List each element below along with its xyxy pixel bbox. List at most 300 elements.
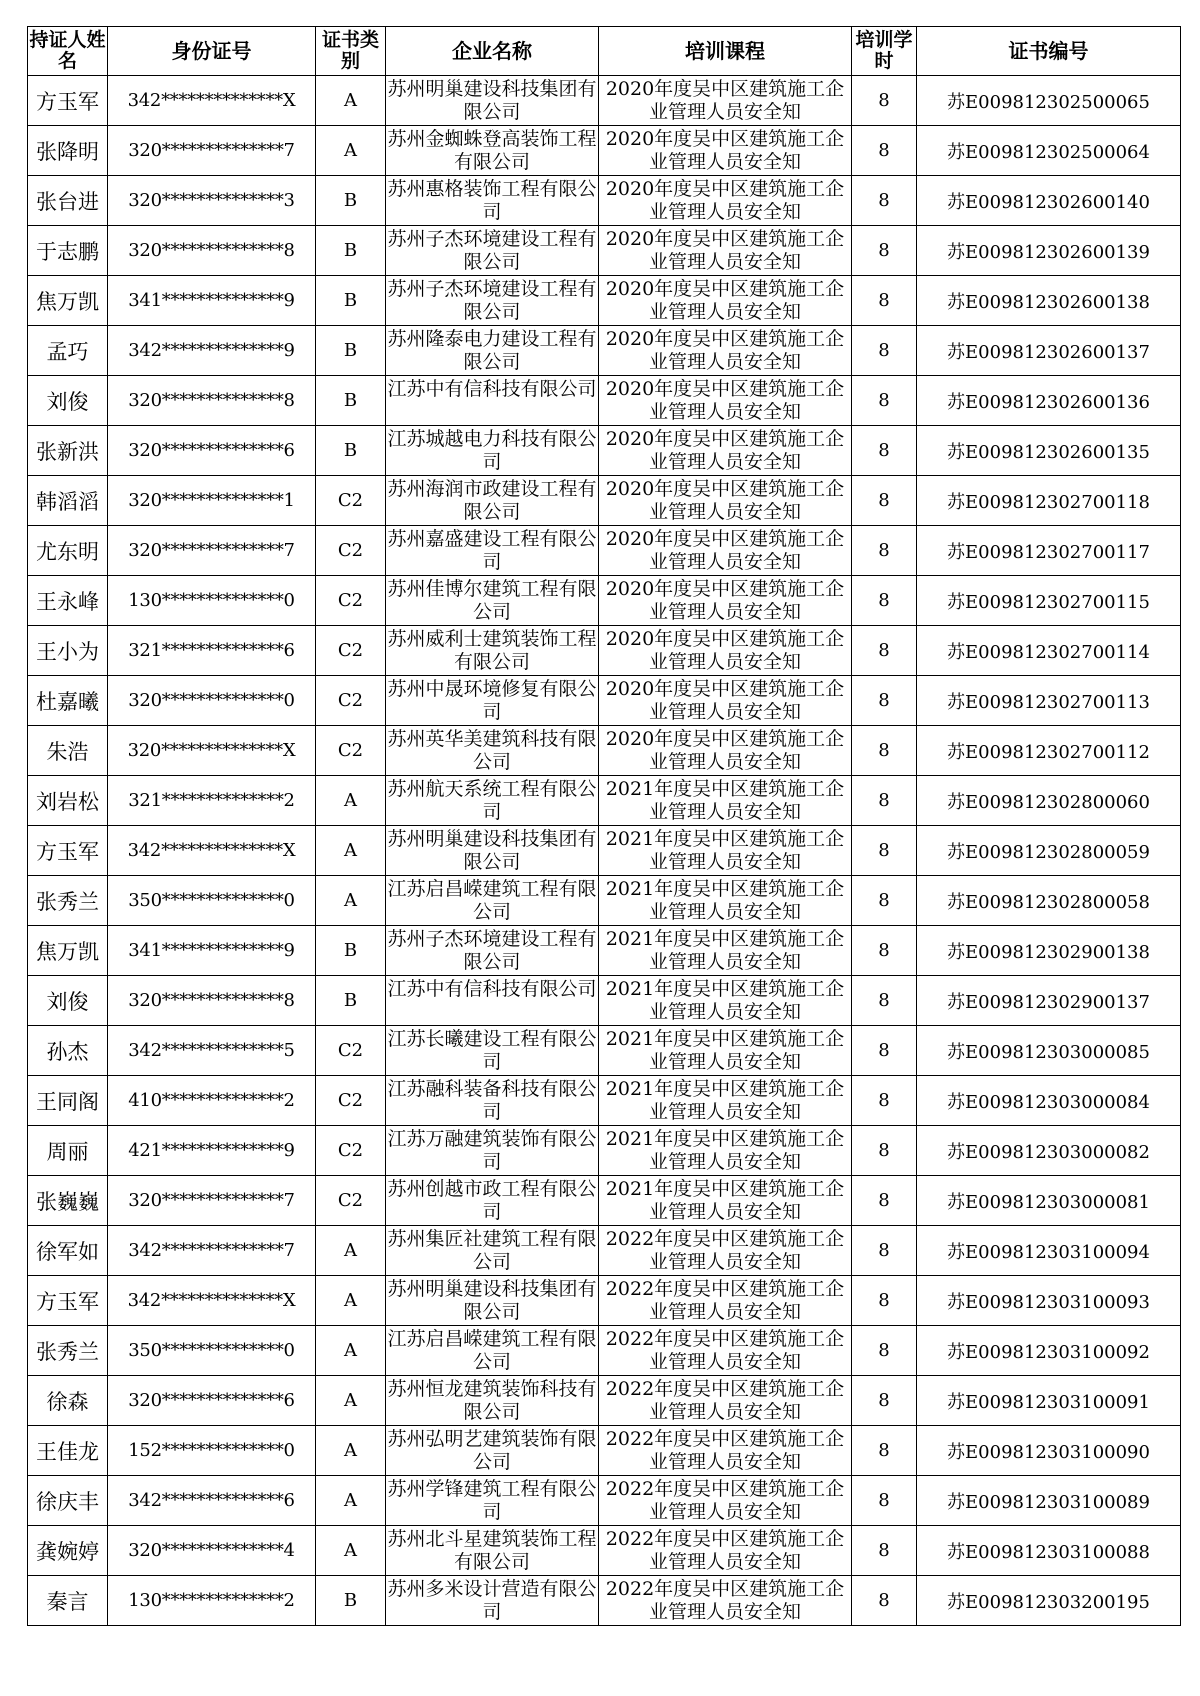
cert-number-cell: 苏E009812303100092 [917, 1326, 1181, 1376]
id-number-cell: 342**************X [108, 76, 316, 126]
course-text: 2022年度吴中区建筑施工企业管理人员安全知 [605, 1428, 845, 1473]
hours-cell: 8 [852, 1026, 917, 1076]
category-cell: A [316, 1276, 386, 1326]
company-cell [386, 176, 599, 226]
company-text: 江苏中有信科技有限公司 [387, 378, 597, 400]
company-text: 江苏长曦建设工程有限公司 [387, 1028, 597, 1073]
course-text: 2022年度吴中区建筑施工企业管理人员安全知 [605, 1378, 845, 1423]
hours-cell: 8 [852, 476, 917, 526]
hours-cell: 8 [852, 1276, 917, 1326]
hours-cell: 8 [852, 276, 917, 326]
table-row [28, 1476, 1181, 1526]
table-row [28, 76, 1181, 126]
company-text: 苏州弘明艺建筑装饰有限公司 [387, 1428, 597, 1473]
table-row [28, 176, 1181, 226]
id-number-cell: 320**************0 [108, 676, 316, 726]
category-cell: A [316, 1426, 386, 1476]
id-number-cell: 342**************5 [108, 1026, 316, 1076]
company-cell [386, 1226, 599, 1276]
course-text: 2020年度吴中区建筑施工企业管理人员安全知 [605, 528, 845, 573]
table-row [28, 1226, 1181, 1276]
course-text: 2020年度吴中区建筑施工企业管理人员安全知 [605, 728, 845, 773]
id-number-cell: 341**************9 [108, 276, 316, 326]
hours-cell: 8 [852, 376, 917, 426]
hours-cell: 8 [852, 626, 917, 676]
company-text: 江苏融科装备科技有限公司 [387, 1078, 597, 1123]
table-row [28, 1526, 1181, 1576]
course-cell [599, 826, 852, 876]
company-text: 苏州恒龙建筑装饰科技有限公司 [387, 1378, 597, 1423]
course-cell [599, 1326, 852, 1376]
id-number-cell: 321**************2 [108, 776, 316, 826]
table-row [28, 526, 1181, 576]
category-cell: C2 [316, 1126, 386, 1176]
id-number-cell: 320**************7 [108, 126, 316, 176]
table-row [28, 1426, 1181, 1476]
hours-cell: 8 [852, 1176, 917, 1226]
course-text: 2021年度吴中区建筑施工企业管理人员安全知 [605, 878, 845, 923]
cert-number-cell: 苏E009812302500065 [917, 76, 1181, 126]
course-cell [599, 626, 852, 676]
course-text: 2020年度吴中区建筑施工企业管理人员安全知 [605, 228, 845, 273]
company-cell [386, 1576, 599, 1626]
company-text: 苏州子杰环境建设工程有限公司 [387, 928, 597, 973]
table-row [28, 976, 1181, 1026]
table-row [28, 576, 1181, 626]
company-cell [386, 776, 599, 826]
cert-number-cell: 苏E009812303100091 [917, 1376, 1181, 1426]
company-cell [386, 976, 599, 1026]
course-text: 2020年度吴中区建筑施工企业管理人员安全知 [605, 278, 845, 323]
company-cell [386, 826, 599, 876]
header-category: 证书类别 [316, 27, 386, 76]
course-cell [599, 876, 852, 926]
company-text: 江苏启昌嵘建筑工程有限公司 [387, 1328, 597, 1373]
table-row [28, 776, 1181, 826]
company-cell [386, 1026, 599, 1076]
header-course: 培训课程 [599, 27, 852, 76]
id-number-cell: 320**************7 [108, 526, 316, 576]
category-cell: A [316, 126, 386, 176]
header-cert-no: 证书编号 [917, 27, 1181, 76]
company-cell [386, 1176, 599, 1226]
holder-name-cell: 杜嘉曦 [28, 676, 108, 726]
course-text: 2021年度吴中区建筑施工企业管理人员安全知 [605, 978, 845, 1023]
cert-number-cell: 苏E009812302900138 [917, 926, 1181, 976]
course-cell [599, 1476, 852, 1526]
course-text: 2021年度吴中区建筑施工企业管理人员安全知 [605, 1078, 845, 1123]
holder-name-cell: 刘岩松 [28, 776, 108, 826]
holder-name-cell: 龚婉婷 [28, 1526, 108, 1576]
course-cell [599, 1026, 852, 1076]
course-cell [599, 1126, 852, 1176]
holder-name-cell: 朱浩 [28, 726, 108, 776]
course-text: 2020年度吴中区建筑施工企业管理人员安全知 [605, 478, 845, 523]
cert-number-cell: 苏E009812302600136 [917, 376, 1181, 426]
course-text: 2020年度吴中区建筑施工企业管理人员安全知 [605, 678, 845, 723]
cert-number-cell: 苏E009812303100090 [917, 1426, 1181, 1476]
hours-cell: 8 [852, 776, 917, 826]
table-row [28, 1376, 1181, 1426]
header-hours: 培训学时 [852, 27, 917, 76]
category-cell: A [316, 826, 386, 876]
holder-name-cell: 张秀兰 [28, 1326, 108, 1376]
table-row [28, 226, 1181, 276]
table-row [28, 1126, 1181, 1176]
category-cell: C2 [316, 526, 386, 576]
category-cell: C2 [316, 576, 386, 626]
company-text: 江苏万融建筑装饰有限公司 [387, 1128, 597, 1173]
company-text: 苏州威利士建筑装饰工程有限公司 [387, 628, 597, 673]
category-cell: C2 [316, 476, 386, 526]
cert-number-cell: 苏E009812302600139 [917, 226, 1181, 276]
company-cell [386, 426, 599, 476]
company-cell [386, 576, 599, 626]
course-text: 2020年度吴中区建筑施工企业管理人员安全知 [605, 428, 845, 473]
company-text: 苏州北斗星建筑装饰工程有限公司 [387, 1528, 597, 1573]
id-number-cell: 342**************X [108, 1276, 316, 1326]
holder-name-cell: 徐森 [28, 1376, 108, 1426]
id-number-cell: 350**************0 [108, 1326, 316, 1376]
company-text: 苏州学锋建筑工程有限公司 [387, 1478, 597, 1523]
category-cell: A [316, 1376, 386, 1426]
table-row [28, 326, 1181, 376]
holder-name-cell: 张新洪 [28, 426, 108, 476]
hours-cell: 8 [852, 1426, 917, 1476]
id-number-cell: 320**************6 [108, 1376, 316, 1426]
table-row [28, 1276, 1181, 1326]
company-cell [386, 726, 599, 776]
holder-name-cell: 刘俊 [28, 976, 108, 1026]
category-cell: B [316, 1576, 386, 1626]
course-text: 2022年度吴中区建筑施工企业管理人员安全知 [605, 1478, 845, 1523]
cert-number-cell: 苏E009812302600135 [917, 426, 1181, 476]
course-cell [599, 526, 852, 576]
course-cell [599, 926, 852, 976]
cert-number-cell: 苏E009812302700114 [917, 626, 1181, 676]
company-text: 苏州金蜘蛛登高装饰工程有限公司 [387, 128, 597, 173]
holder-name-cell: 孙杰 [28, 1026, 108, 1076]
holder-name-cell: 王永峰 [28, 576, 108, 626]
id-number-cell: 320**************7 [108, 1176, 316, 1226]
hours-cell: 8 [852, 926, 917, 976]
company-text: 苏州明巢建设科技集团有限公司 [387, 78, 597, 123]
cert-number-cell: 苏E009812303100093 [917, 1276, 1181, 1326]
id-number-cell: 341**************9 [108, 926, 316, 976]
company-cell [386, 276, 599, 326]
cert-number-cell: 苏E009812303000082 [917, 1126, 1181, 1176]
cert-number-cell: 苏E009812302600140 [917, 176, 1181, 226]
category-cell: A [316, 76, 386, 126]
id-number-cell: 321**************6 [108, 626, 316, 676]
course-cell [599, 226, 852, 276]
course-text: 2022年度吴中区建筑施工企业管理人员安全知 [605, 1228, 845, 1273]
category-cell: C2 [316, 1176, 386, 1226]
cert-number-cell: 苏E009812303000085 [917, 1026, 1181, 1076]
cert-number-cell: 苏E009812302800059 [917, 826, 1181, 876]
holder-name-cell: 王同阁 [28, 1076, 108, 1126]
id-number-cell: 350**************0 [108, 876, 316, 926]
hours-cell: 8 [852, 326, 917, 376]
table-row [28, 726, 1181, 776]
course-text: 2021年度吴中区建筑施工企业管理人员安全知 [605, 1128, 845, 1173]
id-number-cell: 320**************4 [108, 1526, 316, 1576]
holder-name-cell: 秦言 [28, 1576, 108, 1626]
header-id: 身份证号 [108, 27, 316, 76]
company-text: 苏州明巢建设科技集团有限公司 [387, 1278, 597, 1323]
holder-name-cell: 周丽 [28, 1126, 108, 1176]
course-text: 2022年度吴中区建筑施工企业管理人员安全知 [605, 1528, 845, 1573]
company-cell [386, 1476, 599, 1526]
hours-cell: 8 [852, 576, 917, 626]
header-row [28, 27, 1181, 76]
hours-cell: 8 [852, 1126, 917, 1176]
category-cell: B [316, 176, 386, 226]
company-text: 苏州创越市政工程有限公司 [387, 1178, 597, 1223]
hours-cell: 8 [852, 1476, 917, 1526]
company-cell [386, 926, 599, 976]
id-number-cell: 320**************X [108, 726, 316, 776]
course-cell [599, 376, 852, 426]
company-cell [386, 76, 599, 126]
id-number-cell: 320**************6 [108, 426, 316, 476]
cert-number-cell: 苏E009812303200195 [917, 1576, 1181, 1626]
hours-cell: 8 [852, 1076, 917, 1126]
course-cell [599, 1376, 852, 1426]
company-text: 苏州子杰环境建设工程有限公司 [387, 278, 597, 323]
table-row [28, 476, 1181, 526]
cert-number-cell: 苏E009812302700115 [917, 576, 1181, 626]
id-number-cell: 152**************0 [108, 1426, 316, 1476]
hours-cell: 8 [852, 1526, 917, 1576]
holder-name-cell: 尤东明 [28, 526, 108, 576]
hours-cell: 8 [852, 1326, 917, 1376]
holder-name-cell: 徐军如 [28, 1226, 108, 1276]
holder-name-cell: 方玉军 [28, 1276, 108, 1326]
course-text: 2021年度吴中区建筑施工企业管理人员安全知 [605, 1028, 845, 1073]
company-text: 苏州隆泰电力建设工程有限公司 [387, 328, 597, 373]
course-cell [599, 1576, 852, 1626]
table-row [28, 1076, 1181, 1126]
category-cell: A [316, 776, 386, 826]
course-cell [599, 476, 852, 526]
hours-cell: 8 [852, 976, 917, 1026]
course-cell [599, 326, 852, 376]
cert-number-cell: 苏E009812302600138 [917, 276, 1181, 326]
course-cell [599, 726, 852, 776]
course-cell [599, 276, 852, 326]
company-cell [386, 1076, 599, 1126]
hours-cell: 8 [852, 226, 917, 276]
category-cell: B [316, 376, 386, 426]
course-text: 2021年度吴中区建筑施工企业管理人员安全知 [605, 778, 845, 823]
company-text: 苏州中晟环境修复有限公司 [387, 678, 597, 723]
table-row [28, 876, 1181, 926]
category-cell: A [316, 1476, 386, 1526]
hours-cell: 8 [852, 176, 917, 226]
category-cell: A [316, 876, 386, 926]
category-cell: C2 [316, 1076, 386, 1126]
hours-cell: 8 [852, 76, 917, 126]
cert-number-cell: 苏E009812303100089 [917, 1476, 1181, 1526]
table-row [28, 126, 1181, 176]
course-cell [599, 1276, 852, 1326]
hours-cell: 8 [852, 876, 917, 926]
hours-cell: 8 [852, 676, 917, 726]
company-text: 江苏启昌嵘建筑工程有限公司 [387, 878, 597, 923]
company-cell [386, 376, 599, 426]
id-number-cell: 130**************0 [108, 576, 316, 626]
id-number-cell: 320**************3 [108, 176, 316, 226]
course-cell [599, 176, 852, 226]
course-text: 2020年度吴中区建筑施工企业管理人员安全知 [605, 628, 845, 673]
category-cell: C2 [316, 676, 386, 726]
company-text: 苏州嘉盛建设工程有限公司 [387, 528, 597, 573]
company-text: 苏州集匠社建筑工程有限公司 [387, 1228, 597, 1273]
cert-number-cell: 苏E009812303100088 [917, 1526, 1181, 1576]
table-row [28, 1176, 1181, 1226]
cert-number-cell: 苏E009812302900137 [917, 976, 1181, 1026]
holder-name-cell: 王小为 [28, 626, 108, 676]
holder-name-cell: 孟巧 [28, 326, 108, 376]
category-cell: B [316, 326, 386, 376]
course-text: 2020年度吴中区建筑施工企业管理人员安全知 [605, 178, 845, 223]
course-cell [599, 976, 852, 1026]
table-row [28, 826, 1181, 876]
category-cell: C2 [316, 626, 386, 676]
id-number-cell: 342**************7 [108, 1226, 316, 1276]
company-text: 江苏城越电力科技有限公司 [387, 428, 597, 473]
course-text: 2021年度吴中区建筑施工企业管理人员安全知 [605, 928, 845, 973]
cert-number-cell: 苏E009812302800058 [917, 876, 1181, 926]
id-number-cell: 342**************X [108, 826, 316, 876]
company-cell [386, 526, 599, 576]
id-number-cell: 130**************2 [108, 1576, 316, 1626]
company-cell [386, 1526, 599, 1576]
course-text: 2020年度吴中区建筑施工企业管理人员安全知 [605, 78, 845, 123]
category-cell: B [316, 926, 386, 976]
holder-name-cell: 徐庆丰 [28, 1476, 108, 1526]
company-cell [386, 1276, 599, 1326]
id-number-cell: 421**************9 [108, 1126, 316, 1176]
course-cell [599, 576, 852, 626]
id-number-cell: 320**************1 [108, 476, 316, 526]
course-cell [599, 776, 852, 826]
table-header [28, 27, 1181, 76]
table-row [28, 1026, 1181, 1076]
table-body [28, 76, 1181, 1626]
cert-number-cell: 苏E009812302700118 [917, 476, 1181, 526]
cert-number-cell: 苏E009812302600137 [917, 326, 1181, 376]
course-text: 2022年度吴中区建筑施工企业管理人员安全知 [605, 1578, 845, 1623]
table-row [28, 676, 1181, 726]
cert-number-cell: 苏E009812303100094 [917, 1226, 1181, 1276]
company-cell [386, 476, 599, 526]
category-cell: A [316, 1326, 386, 1376]
hours-cell: 8 [852, 426, 917, 476]
id-number-cell: 410**************2 [108, 1076, 316, 1126]
category-cell: C2 [316, 726, 386, 776]
course-text: 2020年度吴中区建筑施工企业管理人员安全知 [605, 578, 845, 623]
course-cell [599, 1426, 852, 1476]
cert-number-cell: 苏E009812302700112 [917, 726, 1181, 776]
course-text: 2022年度吴中区建筑施工企业管理人员安全知 [605, 1328, 845, 1373]
table-row [28, 376, 1181, 426]
id-number-cell: 320**************8 [108, 976, 316, 1026]
company-text: 苏州佳博尔建筑工程有限公司 [387, 578, 597, 623]
course-cell [599, 676, 852, 726]
id-number-cell: 342**************9 [108, 326, 316, 376]
hours-cell: 8 [852, 826, 917, 876]
company-text: 苏州惠格装饰工程有限公司 [387, 178, 597, 223]
company-cell [386, 876, 599, 926]
course-text: 2020年度吴中区建筑施工企业管理人员安全知 [605, 128, 845, 173]
table-row [28, 276, 1181, 326]
company-cell [386, 1426, 599, 1476]
course-cell [599, 126, 852, 176]
id-number-cell: 320**************8 [108, 226, 316, 276]
category-cell: A [316, 1226, 386, 1276]
hours-cell: 8 [852, 1576, 917, 1626]
holder-name-cell: 张巍巍 [28, 1176, 108, 1226]
course-text: 2020年度吴中区建筑施工企业管理人员安全知 [605, 328, 845, 373]
holder-name-cell: 焦万凯 [28, 276, 108, 326]
course-text: 2021年度吴中区建筑施工企业管理人员安全知 [605, 1178, 845, 1223]
cert-number-cell: 苏E009812302500064 [917, 126, 1181, 176]
company-cell [386, 326, 599, 376]
company-cell [386, 626, 599, 676]
hours-cell: 8 [852, 1226, 917, 1276]
category-cell: B [316, 976, 386, 1026]
course-cell [599, 1526, 852, 1576]
table-row [28, 926, 1181, 976]
certificate-table [27, 26, 1181, 1626]
company-cell [386, 1126, 599, 1176]
holder-name-cell: 张台进 [28, 176, 108, 226]
category-cell: C2 [316, 1026, 386, 1076]
course-text: 2020年度吴中区建筑施工企业管理人员安全知 [605, 378, 845, 423]
header-company: 企业名称 [386, 27, 599, 76]
company-text: 苏州子杰环境建设工程有限公司 [387, 228, 597, 273]
course-cell [599, 1076, 852, 1126]
table-row [28, 1576, 1181, 1626]
holder-name-cell: 于志鹏 [28, 226, 108, 276]
cert-number-cell: 苏E009812302800060 [917, 776, 1181, 826]
holder-name-cell: 王佳龙 [28, 1426, 108, 1476]
cert-number-cell: 苏E009812303000081 [917, 1176, 1181, 1226]
holder-name-cell: 韩滔滔 [28, 476, 108, 526]
table-row [28, 626, 1181, 676]
category-cell: B [316, 226, 386, 276]
course-text: 2021年度吴中区建筑施工企业管理人员安全知 [605, 828, 845, 873]
company-text: 苏州海润市政建设工程有限公司 [387, 478, 597, 523]
category-cell: B [316, 276, 386, 326]
company-cell [386, 1326, 599, 1376]
table-row [28, 1326, 1181, 1376]
company-text: 苏州多米设计营造有限公司 [387, 1578, 597, 1623]
course-cell [599, 1226, 852, 1276]
company-text: 苏州英华美建筑科技有限公司 [387, 728, 597, 773]
holder-name-cell: 焦万凯 [28, 926, 108, 976]
hours-cell: 8 [852, 726, 917, 776]
company-cell [386, 1376, 599, 1426]
hours-cell: 8 [852, 126, 917, 176]
category-cell: B [316, 426, 386, 476]
cert-number-cell: 苏E009812302700117 [917, 526, 1181, 576]
company-cell [386, 676, 599, 726]
cert-number-cell: 苏E009812302700113 [917, 676, 1181, 726]
company-cell [386, 126, 599, 176]
